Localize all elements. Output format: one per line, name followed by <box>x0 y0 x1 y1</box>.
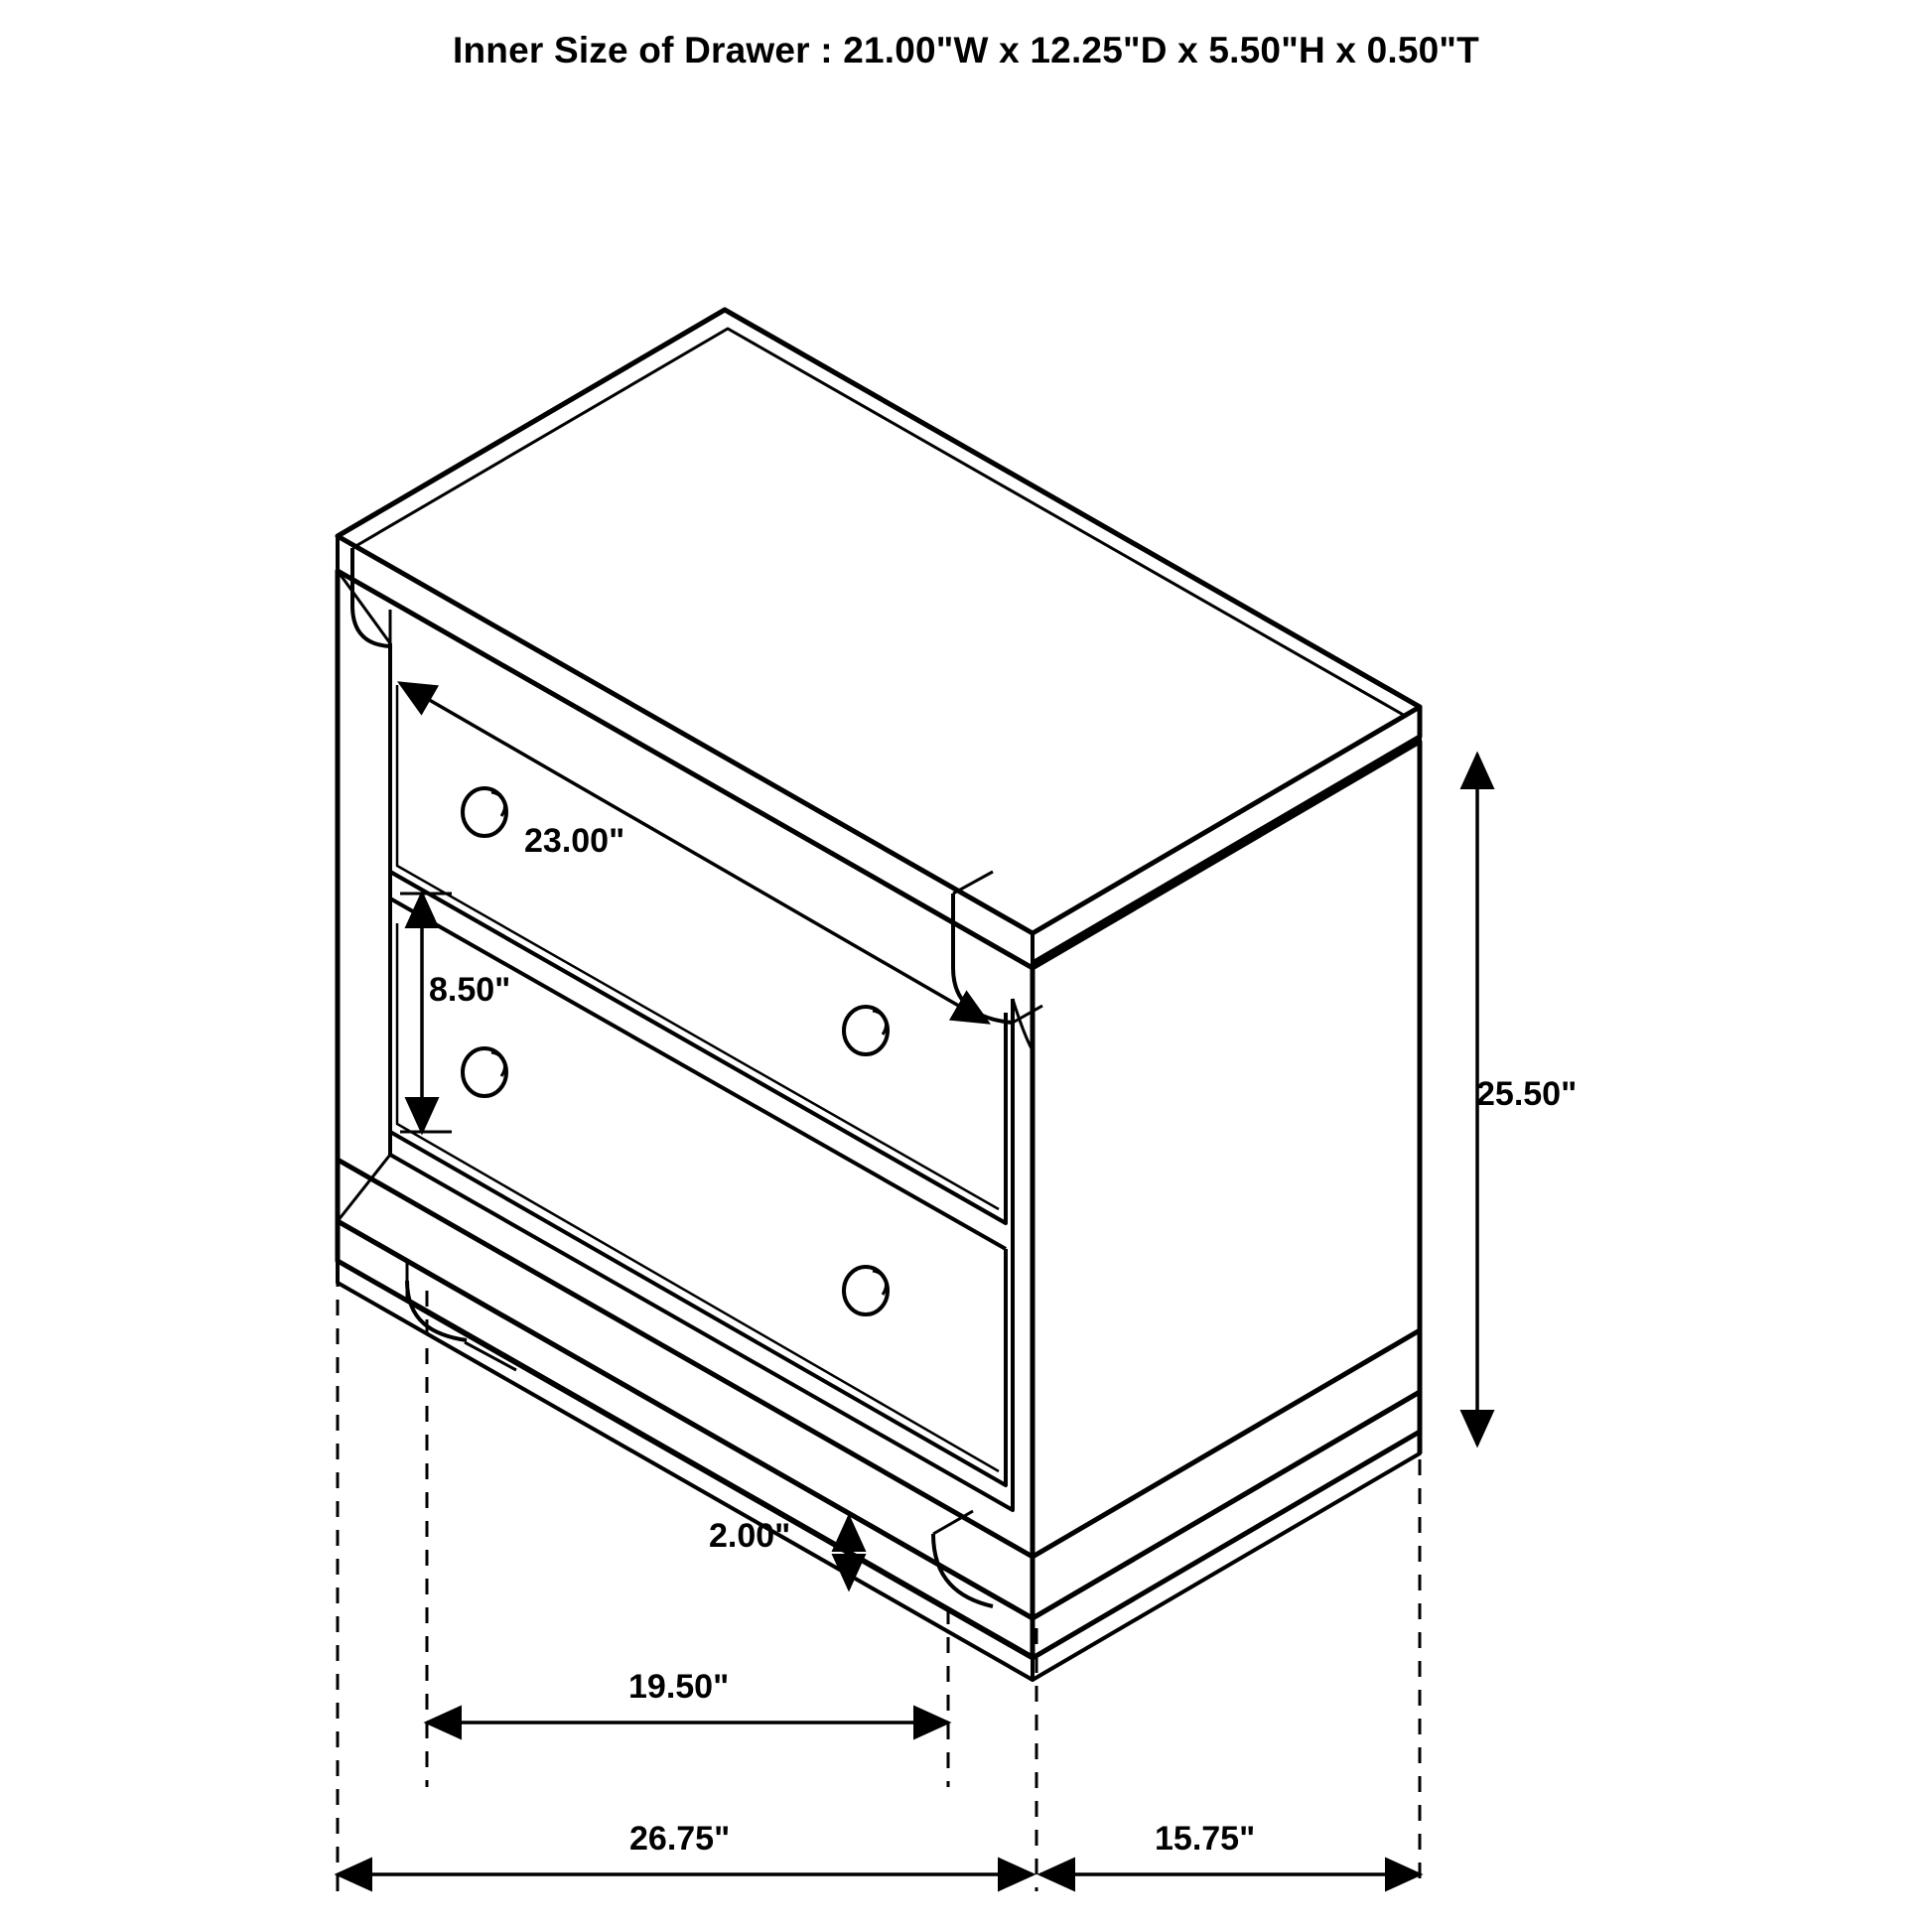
right-bracket-top <box>953 872 993 894</box>
drawer-knob-group <box>463 788 888 1314</box>
corner-curve-tr <box>1013 999 1033 1050</box>
dim-label-overall-depth: 15.75" <box>1155 1820 1256 1858</box>
base-rail-front <box>338 1160 1033 1618</box>
corner-line-tl <box>338 571 390 643</box>
drawer-divider-line <box>390 898 1006 1249</box>
extension-lines <box>338 1271 1420 1891</box>
base-rail-side <box>1033 1330 1420 1618</box>
top-surface <box>338 310 1420 933</box>
dim-label-skirt-height: 2.00" <box>709 1517 791 1555</box>
dim-label-drawer-width: 23.00" <box>524 822 625 860</box>
drawer-top-inner <box>397 685 999 1209</box>
foot-curve-right <box>933 1534 993 1606</box>
top-panel-outline <box>338 310 1420 963</box>
dim-label-foot-span: 19.50" <box>628 1668 730 1706</box>
dim-label-overall-width: 26.75" <box>629 1820 731 1858</box>
top-inner-line <box>352 329 1407 717</box>
foot-curve-right-top <box>933 1511 973 1534</box>
dim-label-drawer-height: 8.50" <box>429 971 511 1009</box>
base-bottom-side <box>1033 1432 1420 1680</box>
right-bracket-curve <box>953 894 1013 1023</box>
page-title: Inner Size of Drawer : 21.00"W x 12.25"D x 5.50"H x 0.50"T <box>453 30 1479 70</box>
dim-label-overall-height: 25.50" <box>1476 1075 1578 1113</box>
